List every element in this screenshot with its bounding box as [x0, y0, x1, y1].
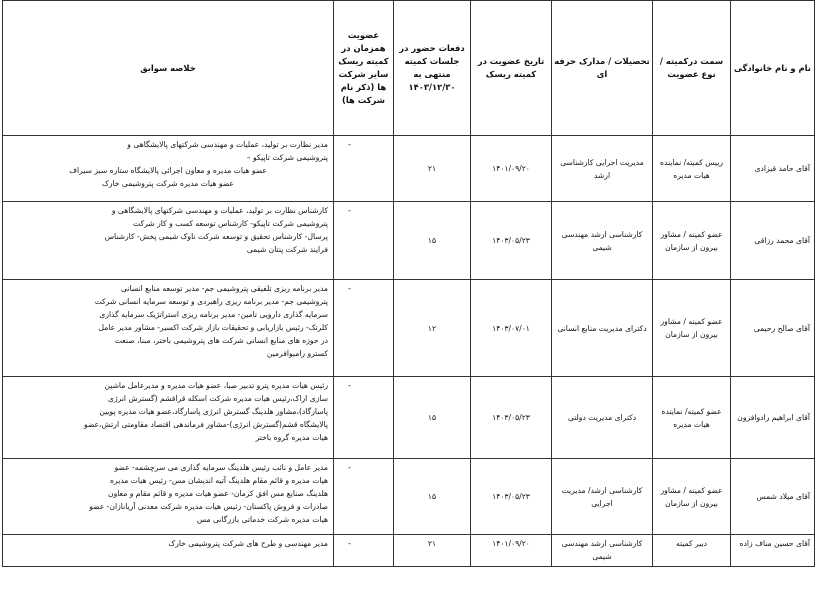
member-name: آقای صالح رحیمی [731, 280, 815, 377]
member-summary [3, 535, 334, 567]
member-attendance: ۱۵ [394, 377, 471, 459]
summary-line: پتروشیمی شرکت تاپیکو- کارشناس توسعه کسب و کار شرکت [133, 219, 328, 228]
member-name: آقای حسین مناف زاده [731, 535, 815, 567]
member-attendance: ۲۱ [394, 136, 471, 202]
summary-line: کارشناس نظارت بر تولید، عملیات و مهندسی شرکتهای پالایشگاهی و [111, 206, 328, 215]
member-name: آقای محمد رزاقی [731, 202, 815, 280]
header-attendance: دفعات حضور در جلسات کمیته منتهی به ۱۴۰۳/۱۲/۳۰ [394, 1, 471, 136]
summary-line: هیات مدیره شرکت خدماتی بازرگانی مس [196, 515, 328, 524]
member-other-committees: - [334, 535, 394, 567]
member-name: آقای حامد قیزادی [731, 136, 815, 202]
table-row [3, 377, 815, 459]
member-summary [3, 377, 334, 459]
summary-line: مدیر نظارت بر تولید، عملیات و مهندسی شرکتهای پالایشگاهی و [127, 140, 328, 149]
member-position: عضو کمیته / مشاور بیرون از سازمان [653, 459, 731, 535]
member-attendance: ۱۵ [394, 202, 471, 280]
member-education: کارشناسی ارشد مهندسی شیمی [552, 535, 653, 567]
summary-line: پتروشیمی شرکت تاپیکو – [246, 153, 328, 162]
member-name: آقای میلاد شمس [731, 459, 815, 535]
member-membership-date: ۱۴۰۱/۰۹/۲۰ [471, 535, 552, 567]
member-position: عضو کمیته / مشاور بیرون از سازمان [653, 280, 731, 377]
member-membership-date: ۱۴۰۳/۰۵/۲۳ [471, 459, 552, 535]
table-header-row [3, 1, 815, 136]
member-education: دکترای مدیریت دولتی [552, 377, 653, 459]
member-education: دکترای مدیریت منابع انسانی [552, 280, 653, 377]
member-position: دبیر کمیته [653, 535, 731, 567]
summary-line: پالایشگاه قشم(گسترش انرژی)-مشاور فرماندهی اقتصاد مقاومتی ارتش،عضو [84, 420, 328, 429]
member-education: کارشناسی ارشد/ مدیریت اجرایی [552, 459, 653, 535]
header-summary: خلاصه سوابق [3, 1, 334, 136]
summary-line: مدیر عامل و نائب رئیس هلدینگ سرمایه گذاری می سرچشمه- عضو [114, 463, 328, 472]
member-summary [3, 280, 334, 377]
header-other-committees: عضویت همزمان در کمیته ریسک سایر شرکت ها (ذکر نام شرکت ها) [334, 1, 394, 136]
summary-line: کسترو رامیوافرمین [266, 349, 328, 358]
member-summary [3, 202, 334, 280]
header-education: تحصیلات / مدارک حرفه ای [552, 1, 653, 136]
summary-line: در حوزه های منابع انسانی شرکت های پتروشیمی باختر، مبنا، صنعت [114, 336, 328, 345]
summary-line: هیات مدیره گروه باختر [255, 433, 328, 442]
member-other-committees: - [334, 136, 394, 202]
member-other-committees: - [334, 377, 394, 459]
header-membership-date: تاریخ عضویت در کمیته ریسک [471, 1, 552, 136]
member-education: کارشناسی ارشد مهندسی شیمی [552, 202, 653, 280]
summary-line: کلرتک- رئیس بازاریابی و تحقیقات بازار شرکت اکسیر- مشاور مدیر عامل [98, 323, 328, 332]
summary-line: مدیر برنامه ریزی تلفیقی پتروشیمی جم- مدیر توسعه منابع انسانی [121, 284, 328, 293]
summary-line: رئیس هیات مدیره پترو تدبیر صبا، عضو هیات مدیره و مدیرعامل ماشین [104, 381, 328, 390]
member-other-committees: - [334, 459, 394, 535]
member-summary [3, 136, 334, 202]
member-position: رییس کمیته/ نماینده هیات مدیره [653, 136, 731, 202]
member-position: عضو کمیته / مشاور بیرون از سازمان [653, 202, 731, 280]
member-summary [3, 459, 334, 535]
summary-line: صادرات و فروش پاکستان- رئیس هیات مدیره شرکت معدنی آریانازان- عضو [89, 502, 328, 511]
header-position: سمت درکمیته / نوع عضویت [653, 1, 731, 136]
member-education: مدیریت اجرایی کارشناسی ارشد [552, 136, 653, 202]
table-row [3, 280, 815, 377]
member-membership-date: ۱۴۰۳/۰۵/۲۳ [471, 377, 552, 459]
member-attendance: ۲۱ [394, 535, 471, 567]
summary-line: سرمایه گذاری دارویی تامین- مدیر برنامه ریزی استراتژیک سرمایه گذاری [99, 310, 328, 319]
member-attendance: ۱۲ [394, 280, 471, 377]
table-row [3, 459, 815, 535]
summary-line: پاسارگاد)،مشاور هلدینگ گسترش انرژی پاسارگاد،عضو هیات مدیره پویین [99, 407, 328, 416]
member-name: آقای ابراهیم رادوافزون [731, 377, 815, 459]
committee-members-document [2, 0, 814, 567]
risk-committee-members-table [2, 0, 815, 567]
member-other-committees: - [334, 202, 394, 280]
member-membership-date: ۱۴۰۱/۰۹/۲۰ [471, 136, 552, 202]
summary-line: پرسال- کارشناس تحقیق و توسعه شرکت ناوک شیمی پخش- کارشناس [104, 232, 328, 241]
member-other-committees: - [334, 280, 394, 377]
header-name: نام و نام خانوادگی [731, 1, 815, 136]
table-row [3, 535, 815, 567]
member-position: عضو کمیته/ نماینده هیات مدیره [653, 377, 731, 459]
table-row [3, 202, 815, 280]
member-membership-date: ۱۴۰۳/۰۷/۰۱ [471, 280, 552, 377]
member-attendance: ۱۵ [394, 459, 471, 535]
table-row [3, 136, 815, 202]
summary-line: پتروشیمی جم- مدیر برنامه ریزی راهبردی و توسعه سرمایه انسانی شرکت [94, 297, 328, 306]
summary-line: هلدینگ صنایع مس افق کرمان- عضو هیات مدیره و قائم مقام و معاون [108, 489, 328, 498]
summary-line: فرایند شرکت پنتان شیمی [246, 245, 328, 254]
member-membership-date: ۱۴۰۳/۰۵/۲۳ [471, 202, 552, 280]
summary-line: سازی اراک،رئیس هیات مدیره شرکت اسکله قراقشم (گسترش انرژی [108, 394, 328, 403]
summary-line: عضو هیات مدیره و معاون اجرائی پالایشگاه ستاره سبز سیراف [69, 166, 267, 175]
summary-line: هیات مدیره و قائم مقام هلدینگ آتیه اندیشان مس- رئیس هیات مدیره [110, 476, 328, 485]
summary-line: عضو هیات مدیره شرکت پتروشیمی خارک [102, 179, 234, 188]
summary-line: مدیر مهندسی و طرح های شرکت پتروشیمی خارک [168, 539, 328, 548]
